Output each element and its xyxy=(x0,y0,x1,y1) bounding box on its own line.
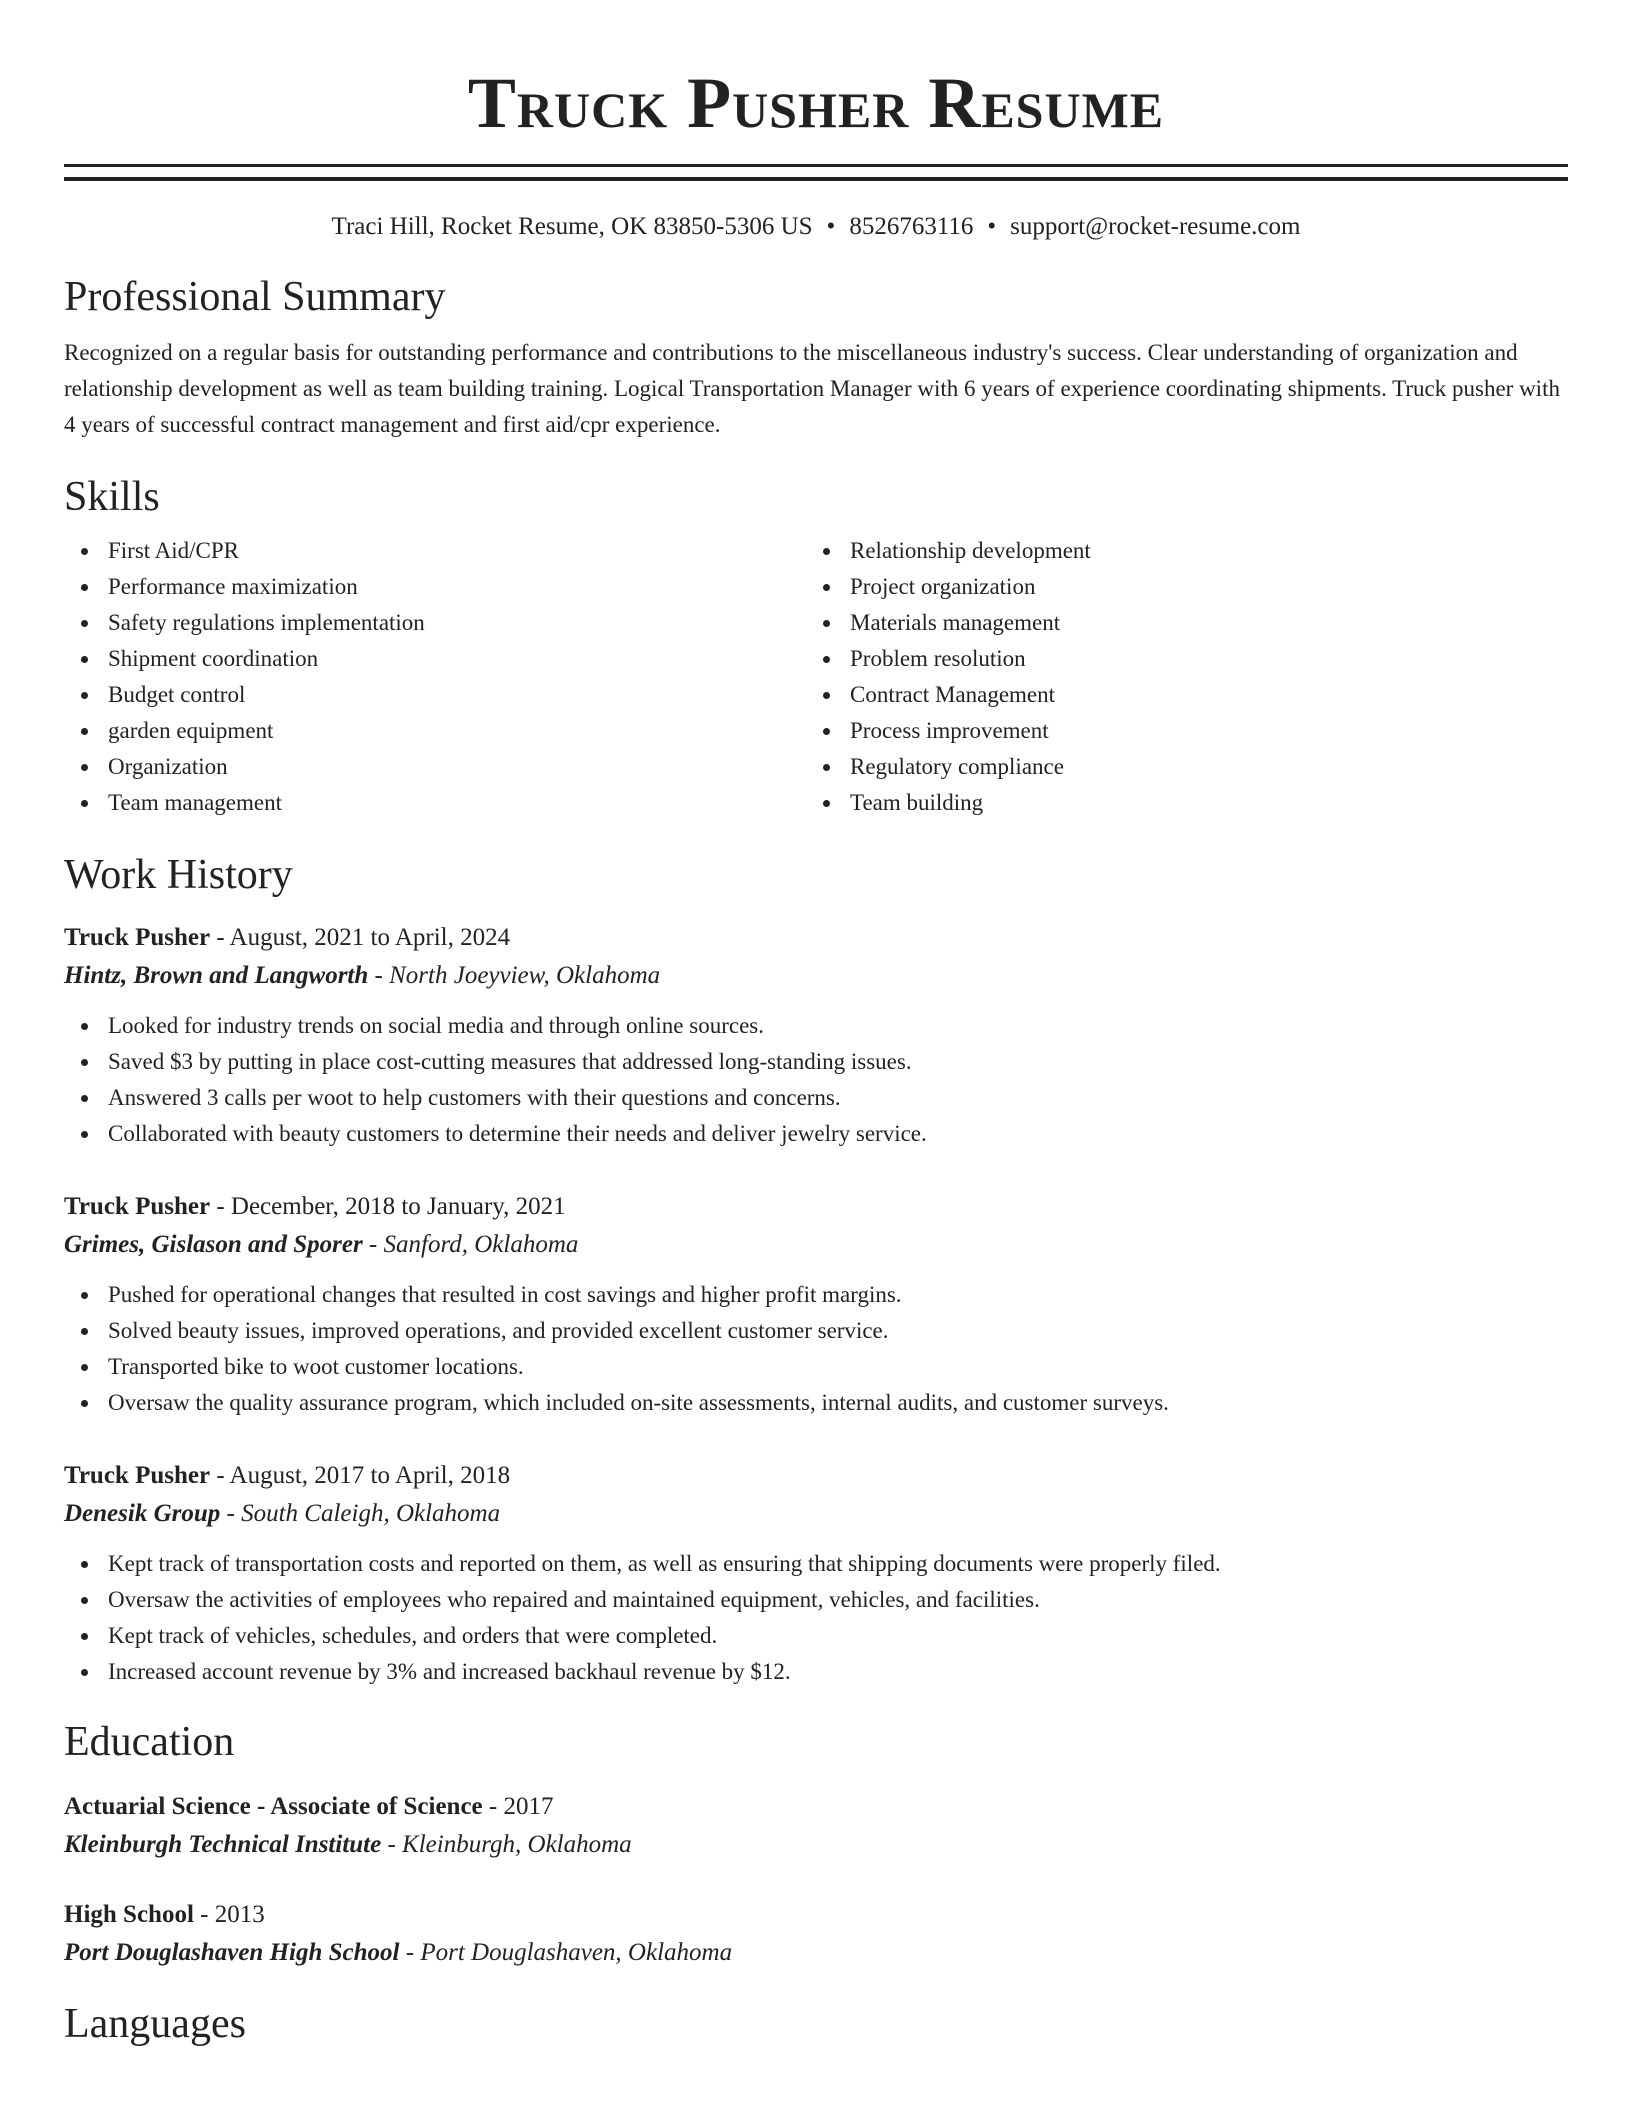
duty-item: Transported bike to woot customer locations. xyxy=(64,1349,1568,1385)
contact-separator: • xyxy=(987,213,997,240)
title-double-rule xyxy=(64,164,1568,181)
resume-title: Truck Pusher Resume xyxy=(467,63,1165,143)
degree-line xyxy=(64,1896,1568,1934)
dash: - xyxy=(210,924,230,951)
job-title: Truck Pusher xyxy=(64,924,211,951)
skill-item: Team building xyxy=(806,785,1548,821)
job-entry xyxy=(64,1188,1568,1421)
summary-text: Recognized on a regular basis for outstanding performance and contributions to the miscellaneous industry's success. Clear understanding of organization and relationship development as well as team building training. Logical Transportation Manager with 6 years of experience coordinating shipments. Truck pusher with 4 years of successful contract management and first aid/cpr experience. xyxy=(64,340,1560,437)
skill-item: Performance maximization xyxy=(64,569,806,605)
skill-item: Materials management xyxy=(806,605,1548,641)
dash: - xyxy=(362,1231,384,1258)
skill-item: Project organization xyxy=(806,569,1548,605)
job-title: Truck Pusher xyxy=(64,1462,211,1489)
company-name: Hintz, Brown and Langworth xyxy=(64,962,369,989)
duty-item: Looked for industry trends on social media and through online sources. xyxy=(64,1008,1568,1044)
job-title-line xyxy=(64,1188,1568,1226)
job-title: Truck Pusher xyxy=(64,1193,211,1220)
dash: - xyxy=(399,1939,421,1966)
company-line xyxy=(64,957,1568,995)
contact-line xyxy=(64,211,1568,243)
job-entry xyxy=(64,919,1568,1152)
job-title-line xyxy=(64,1457,1568,1495)
school-location: Port Douglashaven, Oklahoma xyxy=(420,1939,733,1966)
education-entry xyxy=(64,1896,1568,1972)
skill-item: Safety regulations implementation xyxy=(64,605,806,641)
dash: - xyxy=(210,1193,231,1220)
duty-item: Collaborated with beauty customers to determine their needs and deliver jewelry service. xyxy=(64,1116,1568,1152)
company-name: Grimes, Gislason and Sporer xyxy=(64,1231,363,1258)
duty-item: Solved beauty issues, improved operations, and provided excellent customer service. xyxy=(64,1313,1568,1349)
contact-separator: • xyxy=(826,213,836,240)
skills-right-column xyxy=(806,533,1548,821)
duty-item: Increased account revenue by 3% and increased backhaul revenue by $12. xyxy=(64,1654,1568,1690)
job-duties xyxy=(64,1546,1568,1690)
job-dates: August, 2021 to April, 2024 xyxy=(229,924,511,951)
contact-email[interactable]: support@rocket-resume.com xyxy=(1010,213,1301,240)
school-name: Port Douglashaven High School xyxy=(64,1939,400,1966)
dash: - xyxy=(381,1831,403,1858)
skill-item: First Aid/CPR xyxy=(64,533,806,569)
job-dates: December, 2018 to January, 2021 xyxy=(230,1193,566,1220)
skill-item: Process improvement xyxy=(806,713,1548,749)
duty-item: Pushed for operational changes that resulted in cost savings and higher profit margins. xyxy=(64,1277,1568,1313)
school-line xyxy=(64,1934,1568,1972)
dash: - xyxy=(210,1462,230,1489)
dash: - xyxy=(368,962,390,989)
company-location: Sanford, Oklahoma xyxy=(383,1231,579,1258)
company-name: Denesik Group xyxy=(64,1500,221,1527)
duty-item: Oversaw the quality assurance program, which included on-site assessments, internal audits, and customer surveys. xyxy=(64,1385,1568,1421)
school-line xyxy=(64,1826,1568,1864)
education-entry xyxy=(64,1788,1568,1864)
languages-heading: Languages xyxy=(64,2001,246,2047)
company-location: South Caleigh, Oklahoma xyxy=(241,1500,501,1527)
job-duties xyxy=(64,1008,1568,1152)
dash: - xyxy=(482,1793,504,1820)
skills-heading: Skills xyxy=(64,474,160,520)
skill-item: Problem resolution xyxy=(806,641,1548,677)
graduation-year: 2017 xyxy=(503,1793,554,1820)
company-location: North Joeyview, Oklahoma xyxy=(389,962,661,989)
skills-columns xyxy=(64,533,1568,821)
skill-item: Contract Management xyxy=(806,677,1548,713)
duty-item: Kept track of transportation costs and reported on them, as well as ensuring that shipping documents were properly filed. xyxy=(64,1546,1568,1582)
skill-item: Organization xyxy=(64,749,806,785)
education-heading: Education xyxy=(64,1719,235,1765)
degree: High School xyxy=(64,1901,194,1928)
dash: - xyxy=(193,1901,215,1928)
skills-left-column xyxy=(64,533,806,821)
job-dates: August, 2017 to April, 2018 xyxy=(229,1462,511,1489)
duty-item: Kept track of vehicles, schedules, and orders that were completed. xyxy=(64,1618,1568,1654)
duty-item: Saved $3 by putting in place cost-cutting measures that addressed long-standing issues. xyxy=(64,1044,1568,1080)
company-line xyxy=(64,1495,1568,1533)
skill-item: Budget control xyxy=(64,677,806,713)
degree: Actuarial Science - Associate of Science xyxy=(64,1793,483,1820)
skill-item: Relationship development xyxy=(806,533,1548,569)
skill-item: Team management xyxy=(64,785,806,821)
company-line xyxy=(64,1226,1568,1264)
contact-address: Traci Hill, Rocket Resume, OK 83850-5306 US xyxy=(331,213,813,240)
skill-item: Regulatory compliance xyxy=(806,749,1548,785)
skill-item: Shipment coordination xyxy=(64,641,806,677)
skill-item: garden equipment xyxy=(64,713,806,749)
summary-heading: Professional Summary xyxy=(64,274,446,320)
job-entry xyxy=(64,1457,1568,1690)
duty-item: Answered 3 calls per woot to help customers with their questions and concerns. xyxy=(64,1080,1568,1116)
school-location: Kleinburgh, Oklahoma xyxy=(402,1831,632,1858)
contact-phone: 8526763116 xyxy=(849,213,974,240)
graduation-year: 2013 xyxy=(214,1901,265,1928)
school-name: Kleinburgh Technical Institute xyxy=(64,1831,382,1858)
degree-line xyxy=(64,1788,1568,1826)
dash: - xyxy=(220,1500,242,1527)
work-history-heading: Work History xyxy=(64,852,293,898)
job-duties xyxy=(64,1277,1568,1421)
job-title-line xyxy=(64,919,1568,957)
duty-item: Oversaw the activities of employees who repaired and maintained equipment, vehicles, and facilities. xyxy=(64,1582,1568,1618)
